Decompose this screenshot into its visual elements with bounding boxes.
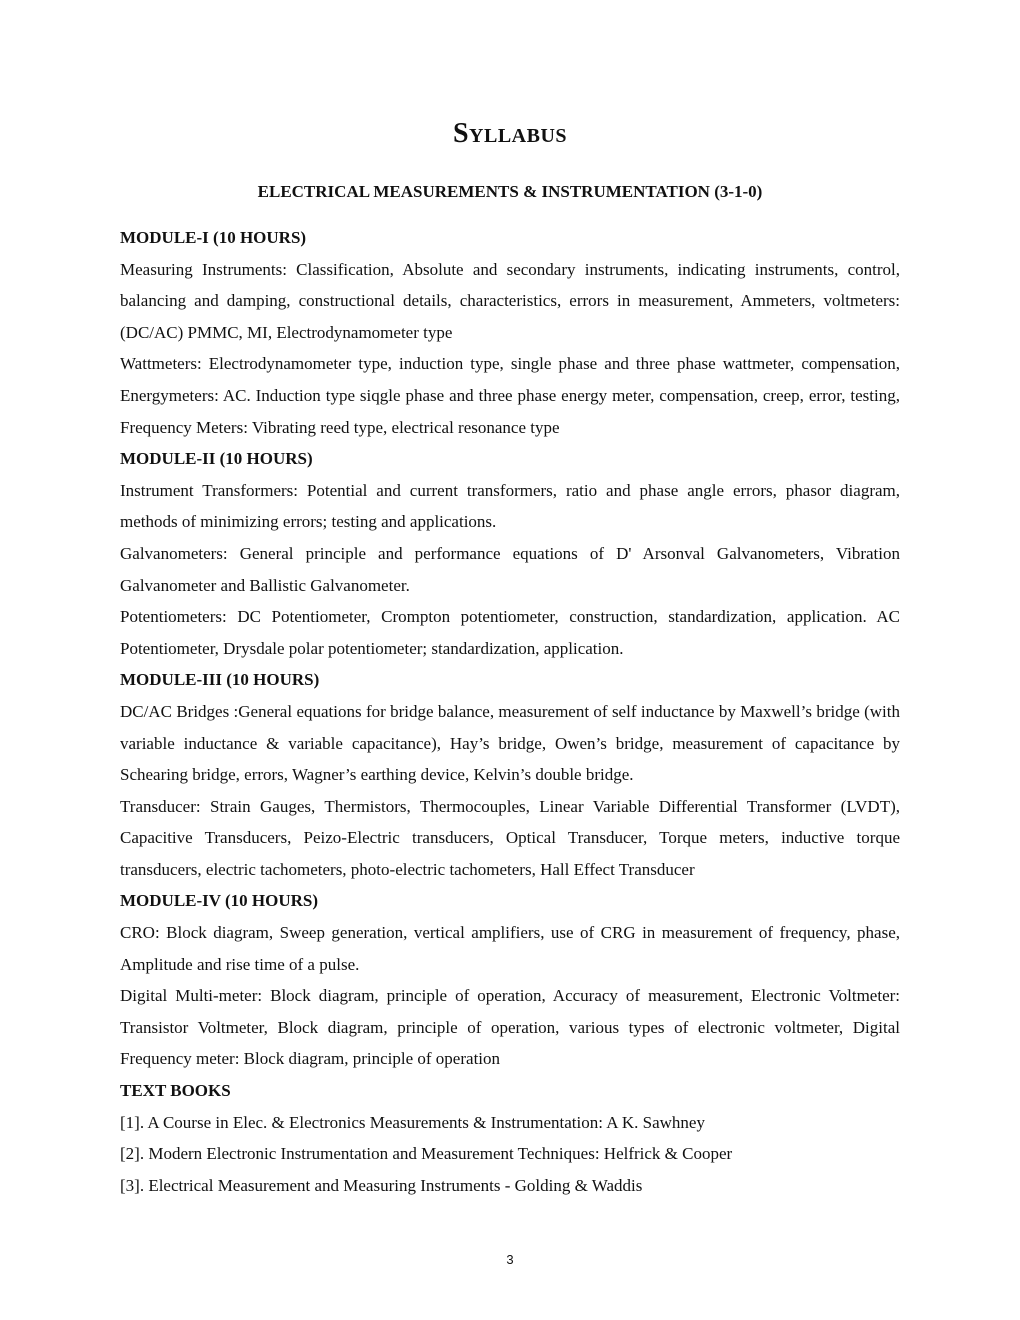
course-title: ELECTRICAL MEASUREMENTS & INSTRUMENTATION (3-1-0): [257, 182, 763, 201]
module-paragraph: Instrument Transformers: Potential and current transformers, ratio and phase angle errors, phasor diagram, methods of minimizing errors; testing and applications.: [120, 480, 900, 532]
module-4: [120, 885, 900, 1075]
module-2: [120, 443, 900, 664]
text-book-item: [3]. Electrical Measurement and Measuring Instruments - Golding & Waddis: [120, 1175, 643, 1195]
module-paragraph: DC/AC Bridges :General equations for bridge balance, measurement of self inductance by Maxwell’s bridge (with variable inductance & variable capacitance), Hay’s bridge, Owen’s bridge, measurement of capacitance by Schearing bridge, errors, Wagner’s earthing device, Kelvin’s double bridge.: [120, 701, 900, 785]
text-book-item: [1]. A Course in Elec. & Electronics Measurements & Instrumentation: A K. Sawhney: [120, 1112, 705, 1132]
module-paragraph: Wattmeters: Electrodynamometer type, induction type, single phase and three phase wattmeter, compensation, Energymeters: AC. Induction type siqgle phase and three phase energy meter, compensation, creep, error, testing, Frequency Meters: Vibrating reed type, electrical resonance type: [120, 354, 900, 437]
module-paragraph: CRO: Block diagram, Sweep generation, vertical amplifiers, use of CRG in measurement of frequency, phase, Amplitude and rise time of a pulse.: [120, 923, 900, 974]
page-title: Syllabus: [452, 118, 568, 149]
text-book-item: [2]. Modern Electronic Instrumentation and Measurement Techniques: Helfrick & Cooper: [120, 1144, 733, 1164]
module-heading: MODULE-I (10 HOURS): [120, 228, 307, 247]
module-paragraph: Digital Multi-meter: Block diagram, principle of operation, Accuracy of measurement, Electronic Voltmeter: Transistor Voltmeter, Block diagram, principle of operation, various types of electronic voltmeter, Digital Frequency meter: Block diagram, principle of operation: [120, 986, 900, 1069]
syllabus-content: [120, 222, 900, 1201]
module-heading: MODULE-III (10 HOURS): [120, 670, 320, 690]
module-3: [120, 664, 900, 885]
module-paragraph: Transducer: Strain Gauges, Thermistors, Thermocouples, Linear Variable Differential Transformer (LVDT), Capacitive Transducers, Peizo-Electric transducers, Optical Transducer, Torque meters, inductive torque transducers, electric tachometers, photo-electric tachometers, Hall Effect Transducer: [120, 796, 900, 879]
module-heading: MODULE-II (10 HOURS): [120, 449, 313, 469]
module-1: [120, 222, 900, 443]
module-paragraph: Galvanometers: General principle and performance equations of D' Arsonval Galvanometers, Vibration Galvanometer and Ballistic Galvanometer.: [120, 543, 900, 595]
module-heading: MODULE-IV (10 HOURS): [120, 891, 319, 911]
text-books: [120, 1075, 900, 1201]
page-number: 3: [506, 1252, 514, 1267]
text-books-heading: TEXT BOOKS: [120, 1081, 231, 1101]
module-paragraph: Measuring Instruments: Classification, Absolute and secondary instruments, indicating instruments, control, balancing and damping, constructional details, characteristics, errors in measurement, Ammeters, voltmeters: (DC/AC) PMMC, MI, Electrodynamometer type: [120, 259, 900, 342]
module-paragraph: Potentiometers: DC Potentiometer, Crompton potentiometer, construction, standardization, application. AC Potentiometer, Drysdale polar potentiometer; standardization, application.: [120, 607, 900, 658]
